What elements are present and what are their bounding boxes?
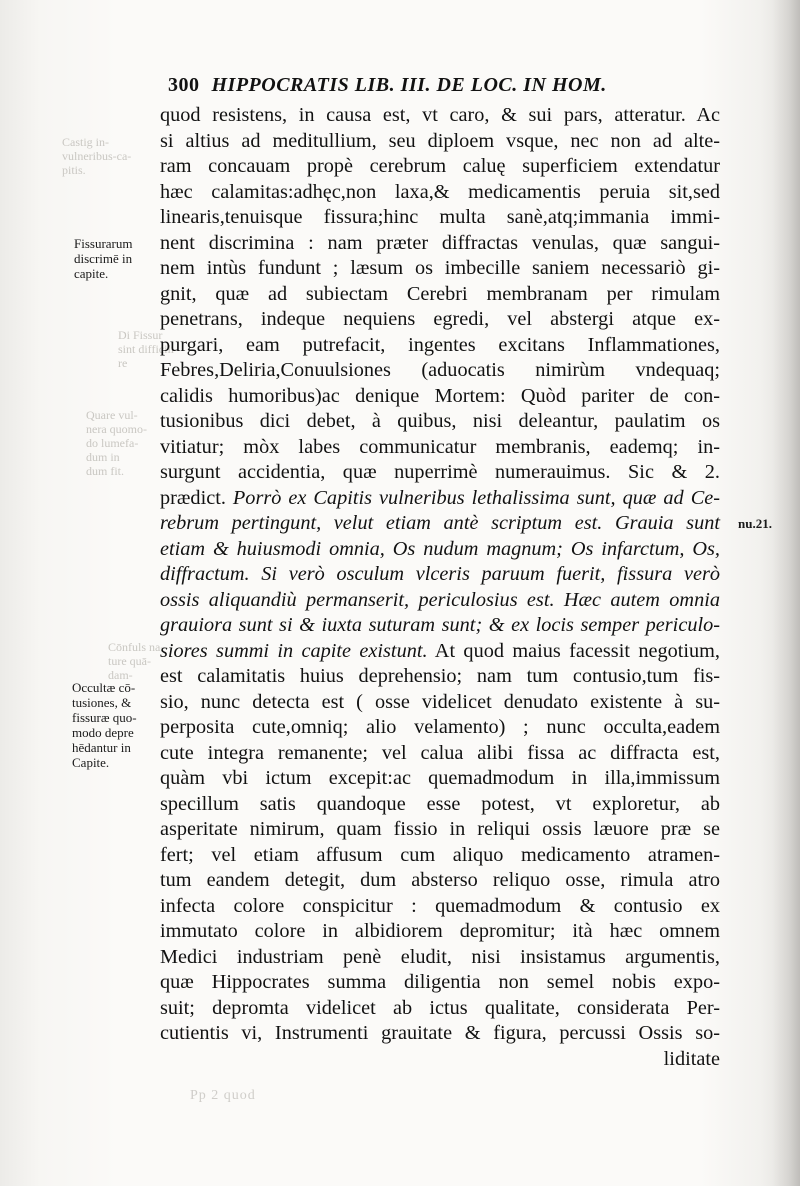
text-span: tum eandem detegit, dum absterso reliquo osse, rimula atro bbox=[160, 869, 720, 891]
text-span: ram concauam propè cerebrum caluę superficiem extendatur bbox=[160, 155, 720, 177]
text-span: prædict. bbox=[160, 486, 233, 509]
note-line: Cōnfuls na- bbox=[108, 640, 165, 654]
text-span: surgunt accidentia, quæ nuperrimè numerauimus. Sic & 2. bbox=[160, 461, 720, 483]
note-line: Di Fissur bbox=[118, 328, 163, 342]
show-through-mid2 bbox=[86, 408, 147, 478]
text-span: asperitate nimirum, quam fissio in reliqui ossis læuore præ se bbox=[160, 818, 720, 840]
note-line: Fissurarum bbox=[74, 236, 133, 251]
text-line bbox=[160, 588, 720, 614]
text-line bbox=[160, 996, 720, 1022]
note-line: modo depre bbox=[72, 725, 134, 740]
note-line: re bbox=[118, 356, 128, 370]
text-line bbox=[160, 919, 720, 945]
text-span: si altius ad meditullium, seu diploem vsque, nec non ad alte- bbox=[160, 129, 720, 152]
page-edge-shadow bbox=[772, 0, 800, 1186]
text-line bbox=[160, 180, 720, 206]
text-span: liditate bbox=[663, 1047, 720, 1070]
text-line bbox=[160, 741, 720, 767]
text-line bbox=[160, 613, 720, 639]
text-line bbox=[160, 103, 720, 129]
quoted-text: ossis aliquandiù permanserit, periculosius est. Hæc autem omnia bbox=[160, 588, 720, 611]
show-through-mid3 bbox=[108, 640, 164, 682]
text-span: suit; depromta videlicet ab ictus qualitate, considerata Per- bbox=[160, 996, 720, 1019]
note-line: Occultæ cō- bbox=[72, 680, 136, 695]
text-line bbox=[160, 205, 720, 231]
text-span: est calamitatis huius deprehensio; nam tum contusio,tum fis- bbox=[160, 665, 720, 687]
text-line bbox=[160, 766, 720, 792]
text-line bbox=[160, 1047, 720, 1073]
note-line: ture quā- bbox=[108, 654, 151, 668]
text-span: hæc calamitas:adhęc,non laxa,& medicamentis peruia sit,sed bbox=[160, 180, 720, 203]
text-line bbox=[160, 1021, 720, 1047]
text-line bbox=[160, 307, 720, 333]
note-line: Capite. bbox=[72, 755, 110, 770]
text-line bbox=[160, 792, 720, 818]
text-line bbox=[160, 333, 720, 359]
text-line bbox=[160, 639, 720, 665]
text-span: sio, nunc detecta est ( osse videlicet denudato existente à su- bbox=[160, 690, 720, 713]
note-line: tusiones, & bbox=[72, 695, 132, 710]
text-span: cutientis vi, Instrumenti grauitate & figura, percussi Ossis so- bbox=[160, 1022, 720, 1044]
text-line bbox=[160, 868, 720, 894]
quoted-text: etiam & huiusmodi omnia, Os nudum magnum; Os infarctum, Os, bbox=[160, 537, 720, 560]
note-line: do lumefa- bbox=[86, 436, 139, 450]
note-line: vulneribus-ca- bbox=[62, 149, 132, 163]
text-line bbox=[160, 460, 720, 486]
running-title: HIPPOCRATIS LIB. III. DE LOC. IN HOM. bbox=[211, 74, 607, 96]
text-line bbox=[160, 843, 720, 869]
quoted-text: diffractum. Si verò osculum vlceris paruum fuerit, fissura verò bbox=[160, 563, 720, 585]
note-line: Castig in- bbox=[62, 135, 109, 149]
text-span: linearis,tenuisque fissura;hinc multa sanè,atq;immania immi- bbox=[160, 206, 720, 228]
note-line: dam- bbox=[108, 668, 133, 682]
note-line: fissuræ quo- bbox=[72, 710, 137, 725]
quoted-text: siores summi in capite existunt. bbox=[160, 639, 428, 662]
text-span: quàm vbi ictum excepit:ac quemadmodum in illa,immissum bbox=[160, 767, 720, 789]
note-line: dum in bbox=[86, 450, 120, 464]
text-line bbox=[160, 690, 720, 716]
note-line: pitis. bbox=[62, 163, 86, 177]
quoted-text: rebrum pertingunt, velut etiam antè scriptum est. Grauia sunt bbox=[160, 512, 720, 534]
text-line bbox=[160, 358, 720, 384]
text-span: perposita cute,omniq; alio velamento) ; nunc occulta,eadem bbox=[160, 716, 720, 738]
text-line bbox=[160, 129, 720, 155]
running-head bbox=[168, 74, 716, 104]
margin-note-occultae bbox=[72, 680, 137, 770]
text-span: nem intùs fundunt ; læsum os imbecille saniem necessariò gi- bbox=[160, 257, 720, 279]
text-span: calidis humoribus)ac denique Mortem: Quòd pariter de con- bbox=[160, 384, 720, 407]
text-span: penetrans, indeque nequiens egredi, vel abstergi atque ex- bbox=[160, 308, 720, 330]
text-span: Febres,Deliria,Conuulsiones (aduocatis nimirùm vndequaq; bbox=[160, 359, 720, 381]
text-span: quæ Hippocrates summa diligentia non semel nobis expo- bbox=[160, 971, 720, 993]
note-line: Quare vul- bbox=[86, 408, 138, 422]
text-span: At quod maius facessit negotium, bbox=[427, 639, 720, 662]
text-span: gnit, quæ ad subiectam Cerebri membranam per rimulam bbox=[160, 282, 720, 305]
text-span: Medici industriam penè eludit, nisi insistamus argumentis, bbox=[160, 945, 720, 968]
text-line bbox=[160, 409, 720, 435]
text-line bbox=[160, 664, 720, 690]
text-line bbox=[160, 562, 720, 588]
text-span: cute integra remanente; vel calua alibi fissa ac diffracta est, bbox=[160, 741, 720, 764]
note-line: discrimē in bbox=[74, 251, 133, 266]
text-line bbox=[160, 231, 720, 257]
text-span: nent discrimina : nam præter diffractas venulas, quæ sangui- bbox=[160, 231, 720, 254]
text-line bbox=[160, 511, 720, 537]
note-line: hēdantur in bbox=[72, 740, 131, 755]
text-line bbox=[160, 970, 720, 996]
note-line: nu.21. bbox=[738, 516, 772, 531]
margin-note-reference bbox=[738, 516, 772, 531]
text-span: purgari, eam putrefacit, ingentes excitans Inflammationes, bbox=[160, 333, 720, 356]
text-line bbox=[160, 817, 720, 843]
text-line bbox=[160, 486, 720, 512]
text-line bbox=[160, 537, 720, 563]
note-line: capite. bbox=[74, 266, 109, 281]
text-line bbox=[160, 715, 720, 741]
text-span: quod resistens, in causa est, vt caro, & sui pars, atteratur. Ac bbox=[160, 104, 720, 126]
margin-note-fissurarum bbox=[74, 236, 133, 281]
text-line bbox=[160, 435, 720, 461]
text-line bbox=[160, 154, 720, 180]
note-line: dum fit. bbox=[86, 464, 124, 478]
text-span: specillum satis quandoque esse potest, vt exploretur, ab bbox=[160, 792, 720, 815]
show-through-bottom: Pp 2 quod bbox=[190, 1088, 256, 1103]
text-line bbox=[160, 256, 720, 282]
text-span: infecta colore conspicitur : quemadmodum & contusio ex bbox=[160, 894, 720, 917]
quoted-text: Porrò ex Capitis vulneribus lethalissima sunt, quæ ad Ce- bbox=[232, 486, 720, 509]
quoted-text: grauiora sunt si & iuxta suturam sunt; & ex locis semper periculo- bbox=[160, 614, 720, 636]
body-text bbox=[160, 103, 720, 1072]
text-span: tusionibus dici debet, à quibus, nisi deleantur, paulatim os bbox=[160, 410, 720, 432]
text-span: immutato colore in albidiorem depromitur; ità hæc omnem bbox=[160, 920, 720, 942]
text-line bbox=[160, 945, 720, 971]
show-through-top bbox=[62, 135, 131, 177]
note-line: sint difficili bbox=[118, 342, 175, 356]
page-number: 300 bbox=[168, 74, 200, 96]
text-line bbox=[160, 282, 720, 308]
text-span: vitiatur; mòx labes communicatur membranis, eademq; in- bbox=[160, 435, 720, 458]
text-line bbox=[160, 384, 720, 410]
note-line: nera quomo- bbox=[86, 422, 147, 436]
text-line bbox=[160, 894, 720, 920]
text-span: fert; vel etiam affusum cum aliquo medicamento atramen- bbox=[160, 843, 720, 866]
